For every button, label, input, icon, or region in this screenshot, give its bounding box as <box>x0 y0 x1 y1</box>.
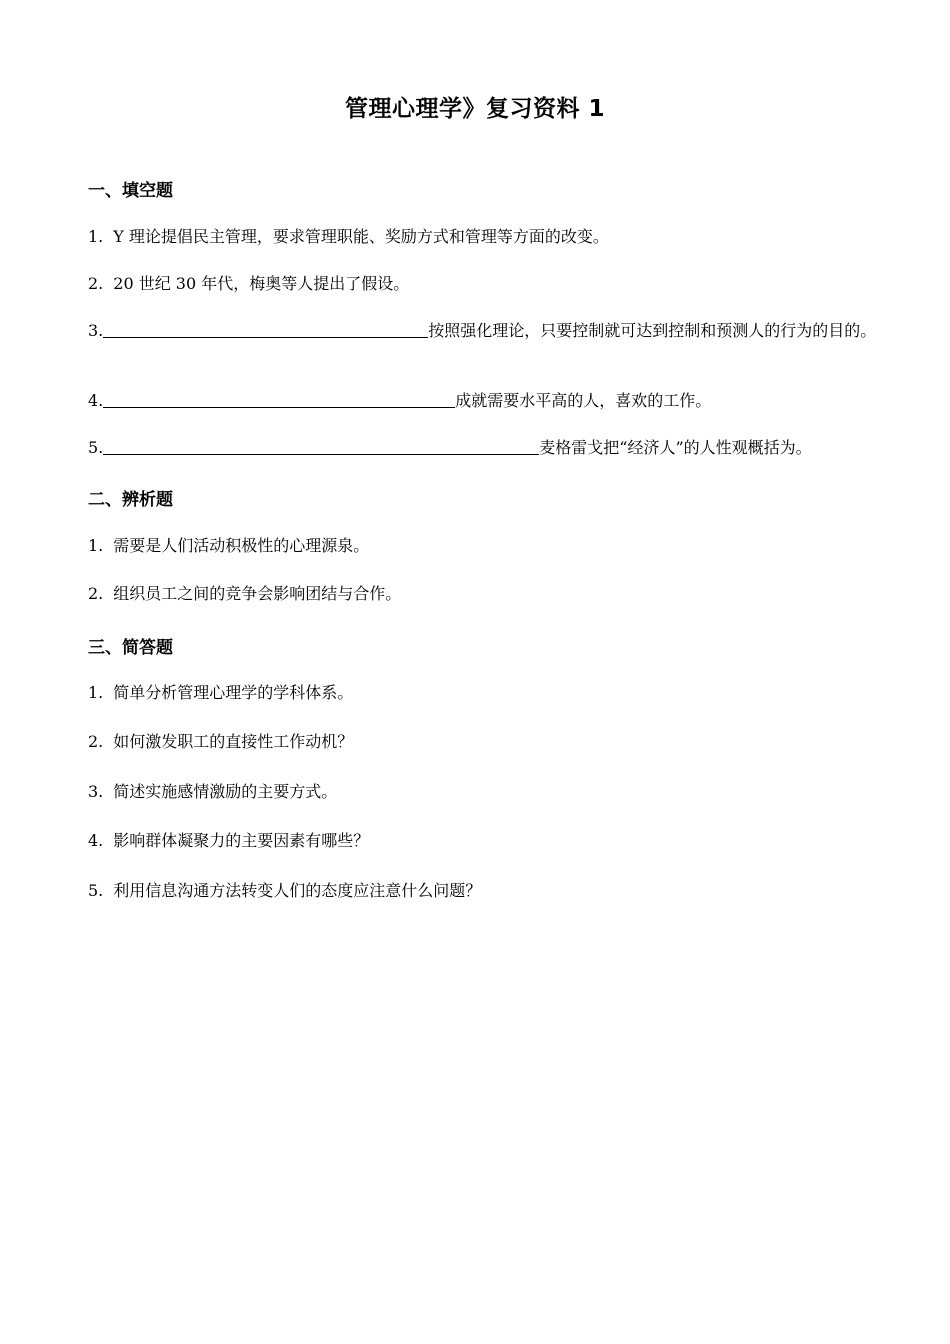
question-text: 成就需要水平高的人，喜欢的工作。 <box>455 391 712 410</box>
analysis-question-1 <box>88 534 878 558</box>
question-number: 5. <box>88 438 104 457</box>
question-number: 1. <box>88 683 104 702</box>
question-number: 2. <box>88 584 104 603</box>
question-number: 2. <box>88 274 104 293</box>
section-heading-short-answer: 三、简答题 <box>88 638 173 658</box>
answer-blank-line <box>103 436 539 455</box>
answer-blank-line <box>103 319 428 338</box>
question-text: 影响群体凝聚力的主要因素有哪些？ <box>113 831 370 850</box>
fill-in-question-3 <box>88 319 878 343</box>
question-number: 4. <box>88 831 104 850</box>
question-text: 组织员工之间的竞争会影响团结与合作。 <box>113 584 402 603</box>
question-text: 简单分析管理心理学的学科体系。 <box>113 683 354 702</box>
fill-in-question-2 <box>88 272 878 296</box>
document-title: 管理心理学》复习资料 1 <box>344 96 605 122</box>
short-answer-question-2 <box>88 730 878 754</box>
short-answer-question-3 <box>88 780 878 804</box>
question-number: 1. <box>88 227 104 246</box>
short-answer-question-1 <box>88 681 878 705</box>
question-number: 3. <box>88 782 104 801</box>
short-answer-question-4 <box>88 829 878 853</box>
fill-in-question-4 <box>88 389 878 413</box>
question-text: Y 理论提倡民主管理，要求管理职能、奖励方式和管理等方面的改变。 <box>113 227 609 246</box>
fill-in-question-5 <box>88 436 888 460</box>
question-text: 需要是人们活动积极性的心理源泉。 <box>113 536 370 555</box>
question-text: 利用信息沟通方法转变人们的态度应注意什么问题？ <box>113 881 482 900</box>
question-number: 3. <box>88 321 104 340</box>
section-heading-analysis: 二、辨析题 <box>88 490 173 510</box>
analysis-question-2 <box>88 582 878 606</box>
question-number: 4. <box>88 391 104 410</box>
question-text: 20 世纪 30 年代，梅奥等人提出了假设。 <box>113 274 410 293</box>
question-number: 2. <box>88 732 104 751</box>
question-text: 按照强化理论，只要控制就可达到控制和预测人的行为的目的。 <box>428 321 877 340</box>
question-text: 麦格雷戈把“经济人”的人性观概括为。 <box>539 438 812 457</box>
fill-in-question-1 <box>88 225 878 249</box>
question-text: 如何激发职工的直接性工作动机？ <box>113 732 354 751</box>
short-answer-question-5 <box>88 879 878 903</box>
question-number: 1. <box>88 536 104 555</box>
answer-blank-line <box>103 389 455 408</box>
question-text: 简述实施感情激励的主要方式。 <box>113 782 338 801</box>
question-number: 5. <box>88 881 104 900</box>
section-heading-fill-in: 一、填空题 <box>88 181 173 201</box>
